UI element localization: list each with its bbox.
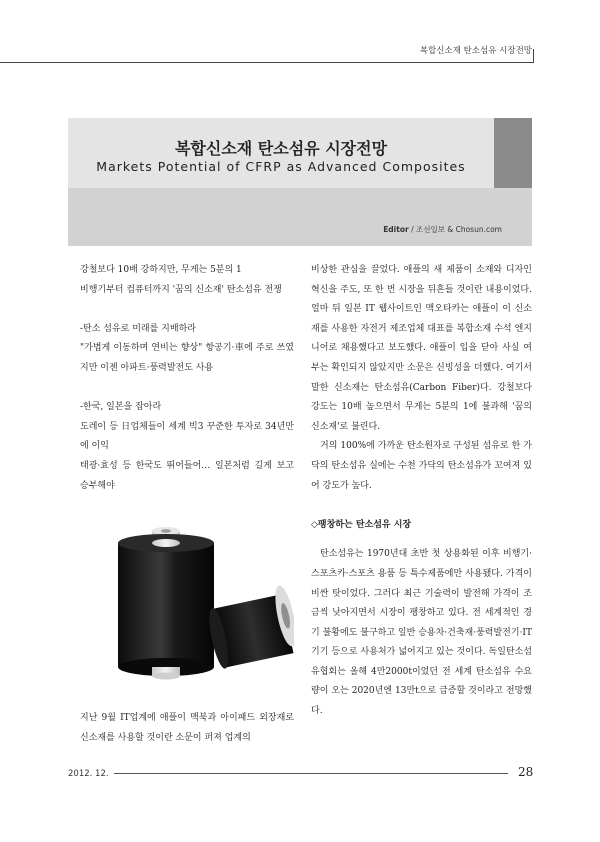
summary-line: 도레이 등 日업체들이 세계 빅3 꾸준한 투자로 34년만에 이익 xyxy=(80,421,294,452)
issue-date: 2012. 12. xyxy=(68,769,109,779)
footer-rule xyxy=(114,773,508,774)
summary-line: -탄소 섬유로 미래를 지배하라 xyxy=(80,323,196,334)
body-paragraph: 탄소섬유는 1970년대 초반 첫 상용화된 이후 비행기·스포츠카·스포츠 용품 등 특수제품에만 사용됐다. 가격이 비싼 탓이었다. 그러다 최근 기술력이 발전해 가격이 조금씩 낮아지면서 시장이 팽창하고 있다. 전 세계적인 경기 불황에도 불구하고 일반 승용차·건축재·풍력발전기·IT 기기 등으로 사용처가 넓어지고 있는 것이다. 독일탄소섬유협회는 올해 4만2000t이었던 전 세계 탄소섬유 수요량이 오는 2020년엔 13만t으로 급증할 것이라고 전망했다. xyxy=(311,549,532,717)
running-header: 복합신소재 탄소섬유 시장전망 xyxy=(419,46,532,56)
summary-line: 비행기부터 컴퓨터까지 '꿈의 신소재' 탄소섬유 전쟁 xyxy=(80,284,282,295)
body-paragraph: 비상한 관심을 끌었다. 애플의 새 제품이 소재와 디자인 혁신을 주도, 또 한 번 시장을 뒤흔들 것이란 내용이었다. 얼마 뒤 일본 IT 웹사이트인 맥오타카는 애플이 이 신소재를 사용한 자전거 제조업체 대표를 복합소재 수석 엔지니어로 채용했다고 보도했다. 애플이 입을 닫아 사실 여부는 확인되지 않았지만 소문은 신빙성을 더했다. 여기서 말한 신소재는 탄소섬유(Carbon Fiber)다. 강철보다 강도는 10배 높으면서 무게는 5분의 1에 불과해 '꿈의 신소재'로 불린다. xyxy=(311,265,532,432)
section-subheading: ◇팽창하는 탄소섬유 시장 xyxy=(311,519,412,530)
summary-column xyxy=(80,261,294,496)
carbon-fiber-spools-icon xyxy=(88,523,294,683)
article-title: 복합신소재 탄소섬유 시장전망 xyxy=(174,139,388,158)
byline-source: 조선일보 & Chosun.com xyxy=(416,225,502,234)
byline-role: Editor xyxy=(383,225,409,234)
article-subtitle: Markets Potential of CFRP as Advanced Composites xyxy=(96,159,466,174)
summary-line: "가볍게 이동하며 연비는 향상" 항공기·車에 주로 쓰였지만 이젠 아파트·풍력발전도 사용 xyxy=(80,343,294,373)
title-block xyxy=(68,118,532,246)
summary-line: 태광·효성 등 한국도 뛰어들어… 일본처럼 길게 보고 승부해야 xyxy=(80,460,294,491)
header-rule xyxy=(0,62,533,63)
byline xyxy=(383,224,502,235)
body-column xyxy=(311,261,532,722)
header-corner-mark xyxy=(533,49,543,63)
byline-separator: / xyxy=(411,225,414,234)
carbon-fiber-spools-photo xyxy=(88,523,294,683)
summary-line: -한국, 일본을 잡아라 xyxy=(80,402,162,413)
body-text-left: 지난 9월 IT업계에 애플이 맥북과 아이패드 외장재로 신소재를 사용할 것이란 소문이 퍼져 업계의 xyxy=(80,713,294,743)
body-paragraph: 거의 100%에 가까운 탄소원자로 구성된 섬유로 한 가닥의 탄소섬유 실에는 수천 가닥의 탄소섬유가 꼬여져 있어 강도가 높다. xyxy=(311,441,532,491)
page-number: 28 xyxy=(518,765,534,779)
title-accent-block xyxy=(494,118,532,188)
summary-line: 강철보다 10배 강하지만, 무게는 5분의 1 xyxy=(80,265,242,275)
byline-band xyxy=(68,188,532,246)
